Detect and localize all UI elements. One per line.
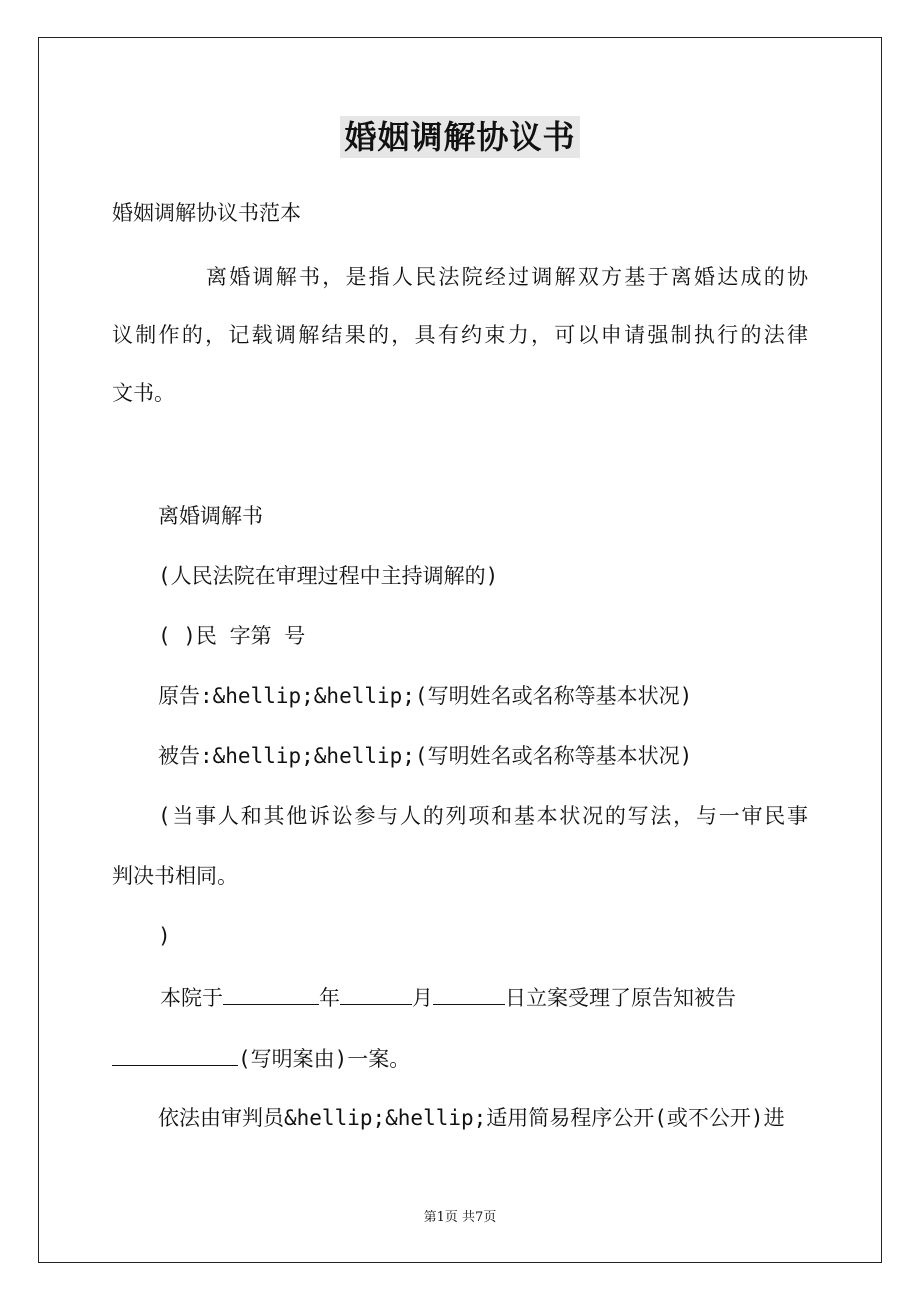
intro-line-1: 离婚调解书，是指人民法院经过调解双方基于离婚达成的协 xyxy=(206,265,808,289)
filing-month: 月 xyxy=(412,986,433,1010)
filing-rest: 日立案受理了原告知被告 xyxy=(505,986,736,1010)
month-blank[interactable] xyxy=(340,982,412,1005)
cause-blank[interactable] xyxy=(112,1043,238,1066)
court-note: (人民法院在审理过程中主持调解的) xyxy=(158,564,499,588)
document-title-text: 婚姻调解协议书 xyxy=(340,116,579,158)
filing-prefix: 本院于 xyxy=(160,986,223,1010)
filing-line xyxy=(160,982,736,1013)
defendant-line: 被告:&hellip;&hellip;(写明姓名或名称等基本状况) xyxy=(158,744,693,768)
note-line-3: ) xyxy=(158,924,171,948)
note-line-1: (当事人和其他诉讼参与人的列项和基本状况的写法，与一审民事 xyxy=(158,804,808,828)
filing-cause: (写明案由)一案。 xyxy=(238,1047,411,1071)
subtitle: 婚姻调解协议书范本 xyxy=(112,201,301,225)
day-blank[interactable] xyxy=(433,982,505,1005)
note-line-2: 判决书相同。 xyxy=(112,864,238,888)
cause-line xyxy=(112,1043,410,1074)
page-footer: 第1页 共7页 xyxy=(423,1210,497,1225)
filing-year: 年 xyxy=(319,986,340,1010)
intro-line-2: 议制作的，记载调解结果的，具有约束力，可以申请强制执行的法律 xyxy=(112,323,808,347)
procedure-line: 依法由审判员&hellip;&hellip;适用简易程序公开(或不公开)进 xyxy=(158,1106,785,1130)
year-blank[interactable] xyxy=(223,982,319,1005)
document-title xyxy=(0,112,920,158)
section-heading: 离婚调解书 xyxy=(158,504,263,528)
intro-line-3: 文书。 xyxy=(112,381,175,405)
plaintiff-line: 原告:&hellip;&hellip;(写明姓名或名称等基本状况) xyxy=(158,684,693,708)
case-number: ( )民 字第 号 xyxy=(158,624,306,648)
